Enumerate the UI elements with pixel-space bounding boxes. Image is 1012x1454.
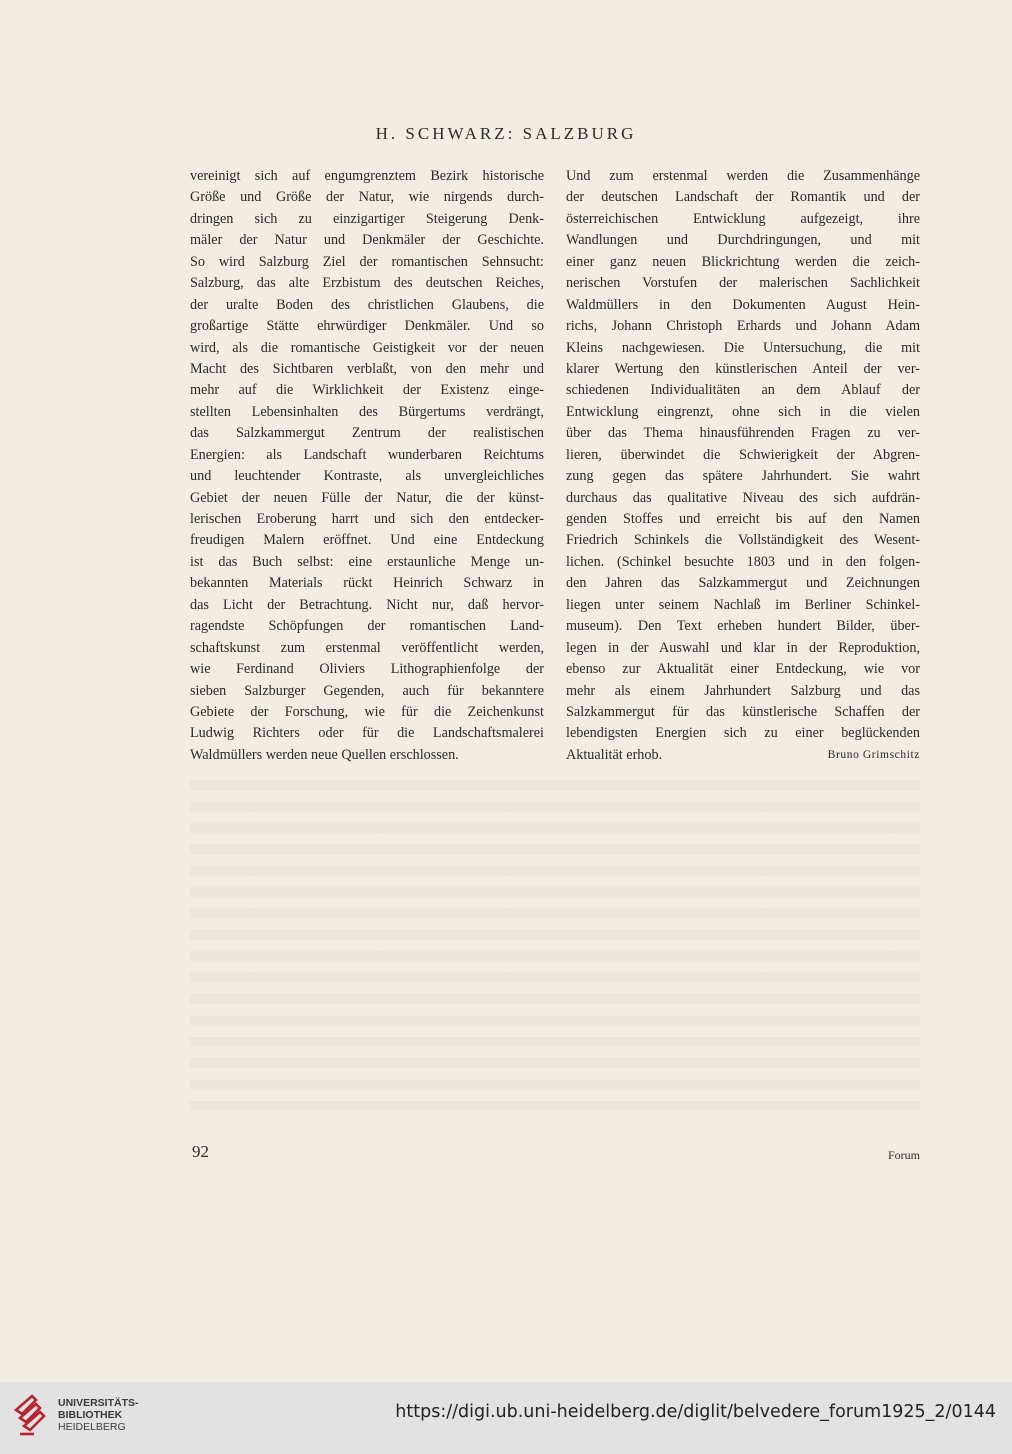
text-line: österreichischen Entwicklung aufgezeigt, ihre [566, 210, 920, 227]
right-text-column [566, 166, 920, 766]
text-line: der deutschen Landschaft der Romantik und der [566, 189, 920, 206]
text-line: wird, als die romantische Geistigkeit vor der neuen [190, 339, 544, 356]
text-line: mehr auf die Wirklichkeit der Existenz einge- [190, 382, 544, 399]
text-line: über das Thema hinausführenden Fragen zu ver- [566, 425, 920, 442]
text-line: ist das Buch selbst: eine erstaunliche Menge un- [190, 553, 544, 570]
text-line: lieren, überwindet die Schwierigkeit der Abgren- [566, 446, 920, 463]
text-line: legen in der Auswahl und klar in der Reproduktion, [566, 639, 920, 656]
text-line: richs, Johann Christoph Erhards und Johann Adam [566, 318, 920, 335]
text-line: stellten Lebensinhalten des Bürgertums verdrängt, [190, 403, 544, 420]
text-line: liegen unter seinem Nachlaß im Berliner Schinkel- [566, 596, 920, 613]
text-line: einer ganz neuen Blickrichtung werden die zeich- [566, 253, 920, 270]
text-line: lerischen Eroberung harrt und sich den entdecker- [190, 511, 544, 527]
running-head: H. SCHWARZ: SALZBURG [375, 124, 637, 143]
library-name: UNIVERSITÄTS- BIBLIOTHEK HEIDELBERG [58, 1397, 139, 1433]
text-line: Entwicklung eingrenzt, ohne sich in die vielen [566, 403, 920, 420]
text-line: mehr als einem Jahrhundert Salzburg und das [566, 682, 920, 699]
text-line: Ludwig Richters oder für die Landschaftsmalerei [190, 725, 544, 742]
section-name: Forum [887, 1148, 920, 1162]
text-line: ebenso zur Aktualität einer Entdeckung, wie vor [566, 661, 920, 678]
text-line: mäler der Natur und Denkmäler der Geschichte. [190, 232, 544, 249]
text-line: durchaus das qualitative Niveau des sich aufdrän- [566, 489, 920, 506]
text-line: lichen. (Schinkel besuchte 1803 und in den folgen- [566, 553, 920, 570]
text-line: und leuchtender Kontraste, als unvergleichliches [190, 468, 544, 485]
text-line: der uralte Boden des christlichen Glaubens, die [190, 296, 544, 313]
text-line: schaftskunst zum erstenmal veröffentlicht werden, [190, 639, 544, 656]
library-logo-icon [12, 1390, 52, 1442]
text-line: So wird Salzburg Ziel der romantischen Sehnsucht: [190, 253, 544, 270]
text-line: vereinigt sich auf engumgrenztem Bezirk historische [190, 168, 544, 184]
text-line: nerischen Vorstufen der malerischen Sachlichkeit [566, 275, 920, 292]
text-line: freudigen Malern eröffnet. Und eine Entdeckung [190, 532, 544, 549]
text-line: das Licht der Betrachtung. Nicht nur, daß hervor- [190, 596, 544, 613]
author-signature: Bruno Grimschitz [827, 748, 920, 761]
text-line: klarer Wertung den künstlerischen Anteil der ver- [566, 360, 920, 377]
text-line: Energien: als Landschaft wunderbaren Reichtums [190, 446, 544, 463]
text-line: Gebiet der neuen Fülle der Natur, die der künst- [190, 489, 544, 506]
text-line: schiedenen Individualitäten an dem Ablauf der [566, 382, 920, 399]
text-line: genden Stoffes und erreicht bis auf den Namen [566, 511, 920, 527]
closing-text: Aktualität erhob. [566, 746, 663, 763]
show-through-texture [190, 780, 920, 1120]
text-line: bekannten Materials rückt Heinrich Schwarz in [190, 575, 544, 592]
text-line: sieben Salzburger Gegenden, auch für bekanntere [190, 682, 544, 699]
text-line: lebendigsten Energien sich zu einer beglückenden [566, 725, 920, 742]
text-line: Kleins nachgewiesen. Die Untersuchung, die mit [566, 339, 920, 356]
page-number: 92 [192, 1142, 209, 1161]
text-line: Wandlungen und Durchdringungen, und mit [566, 232, 920, 249]
library-footer-bar [0, 1382, 1012, 1454]
text-line: wie Ferdinand Oliviers Lithographienfolge der [190, 661, 544, 678]
text-line: Größe und Größe der Natur, wie nirgends durch- [190, 189, 544, 206]
text-line: museum). Den Text erheben hundert Bilder, über- [566, 618, 920, 635]
text-line: das Salzkammergut Zentrum der realistischen [190, 425, 544, 442]
closing-line [566, 745, 920, 766]
source-url-link[interactable]: https://digi.ub.uni-heidelberg.de/diglit/belvedere_forum1925_2/0144 [395, 1402, 996, 1422]
text-line: Gebiete der Forschung, wie für die Zeichenkunst [190, 703, 544, 720]
text-line: Salzkammergut für das künstlerische Schaffen der [566, 703, 920, 720]
text-line: Salzburg, das alte Erzbistum des deutschen Reiches, [190, 275, 544, 292]
text-line: ragendste Schöpfungen der romantischen Land- [190, 618, 544, 635]
text-line: den Jahren das Salzkammergut und Zeichnungen [566, 575, 920, 592]
text-line: Friedrich Schinkels die Vollständigkeit des Wesent- [566, 532, 920, 549]
left-text-column [190, 166, 544, 766]
text-line: zung gegen das spätere Jahrhundert. Sie wahrt [566, 468, 920, 485]
text-line: Macht des Sichtbaren verblaßt, von den mehr und [190, 360, 544, 377]
text-line: großartige Stätte ehrwürdiger Denkmäler. Und so [190, 318, 544, 335]
text-line: Und zum erstenmal werden die Zusammenhänge [566, 168, 920, 184]
text-line: dringen sich zu einzigartiger Steigerung Denk- [190, 210, 544, 227]
text-line: Waldmüllers in den Dokumenten August Hein- [566, 296, 920, 313]
text-line: Waldmüllers werden neue Quellen erschlossen. [190, 746, 459, 763]
